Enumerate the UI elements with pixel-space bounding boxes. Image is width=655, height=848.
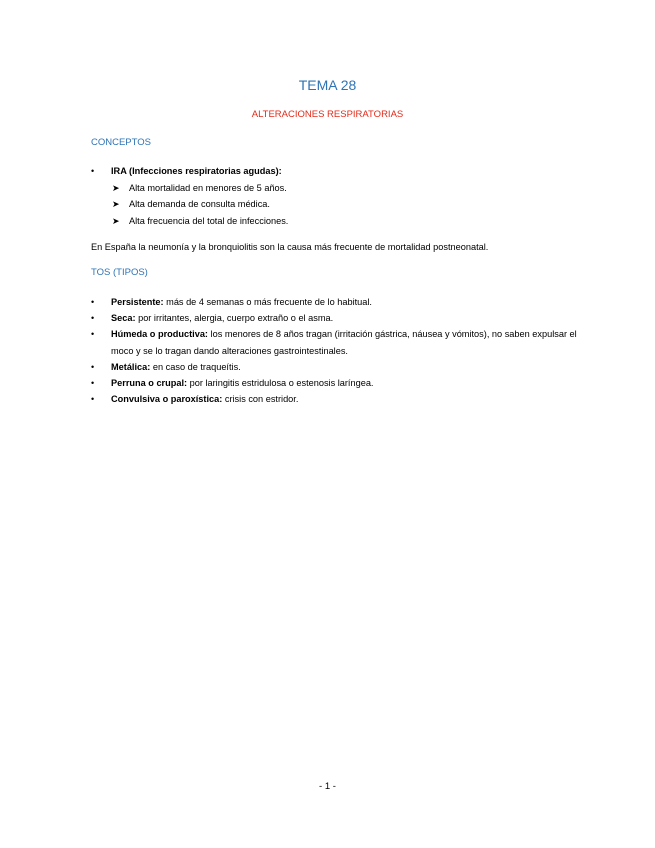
bullet-icon: •	[91, 166, 95, 176]
list-item-tos	[91, 375, 581, 391]
bullet-icon: •	[91, 394, 95, 405]
ira-sub-item-text: Alta mortalidad en menores de 5 años.	[129, 182, 287, 193]
tos-term: Húmeda o productiva:	[111, 329, 208, 340]
ira-sub-item-text: Alta frecuencia del total de infecciones.	[129, 215, 289, 226]
tos-description: más de 4 semanas o más frecuente de lo habitual.	[163, 297, 372, 307]
conceptos-paragraph: En España la neumonía y la bronquiolitis son la causa más frecuente de mortalidad postneonatal.	[91, 242, 489, 252]
bullet-icon: •	[91, 297, 95, 307]
section-heading-conceptos: CONCEPTOS	[91, 137, 152, 148]
bullet-icon: •	[91, 329, 95, 340]
tos-term: Persistente:	[111, 297, 164, 307]
ira-sub-item	[91, 180, 581, 197]
tos-description: los menores de 8 años tragan (irritación gástrica, náusea y vómitos), no saben expulsar el moco y se lo tragan dando alteraciones gastrointestinales.	[111, 329, 577, 356]
ira-sub-item	[91, 213, 581, 230]
arrow-bullet-icon: ➤	[112, 215, 120, 226]
tos-description: en caso de traqueítis.	[150, 361, 241, 372]
list-item-ira	[91, 163, 581, 180]
list-item-tos	[91, 294, 581, 310]
list-item-tos	[91, 310, 581, 326]
list-item-tos	[91, 326, 581, 358]
bullet-icon: •	[91, 378, 95, 389]
document-title: TEMA 28	[298, 77, 357, 93]
tos-description: por irritantes, alergia, cuerpo extraño o el asma.	[135, 313, 334, 324]
tos-term: Perruna o crupal:	[111, 378, 188, 389]
section-heading-tos: TOS (TIPOS)	[91, 267, 148, 278]
ira-label: IRA (Infecciones respiratorias agudas):	[111, 166, 282, 176]
arrow-bullet-icon: ➤	[112, 182, 120, 193]
list-item-tos	[91, 359, 581, 375]
arrow-bullet-icon: ➤	[112, 199, 120, 209]
ira-sub-item-text: Alta demanda de consulta médica.	[129, 199, 270, 209]
conceptos-list	[91, 163, 581, 229]
page-number: - 1 -	[319, 781, 336, 792]
list-item-tos	[91, 391, 581, 407]
tos-term: Seca:	[111, 313, 136, 324]
ira-sub-item	[91, 196, 581, 213]
tos-term: Metálica:	[111, 361, 151, 372]
tos-description: crisis con estridor.	[222, 394, 299, 405]
document-subtitle: ALTERACIONES RESPIRATORIAS	[251, 109, 404, 120]
bullet-icon: •	[91, 361, 95, 372]
tos-list	[91, 294, 581, 407]
tos-term: Convulsiva o paroxística:	[111, 394, 223, 405]
bullet-icon: •	[91, 313, 95, 324]
tos-description: por laringitis estridulosa o estenosis laríngea.	[187, 378, 374, 389]
